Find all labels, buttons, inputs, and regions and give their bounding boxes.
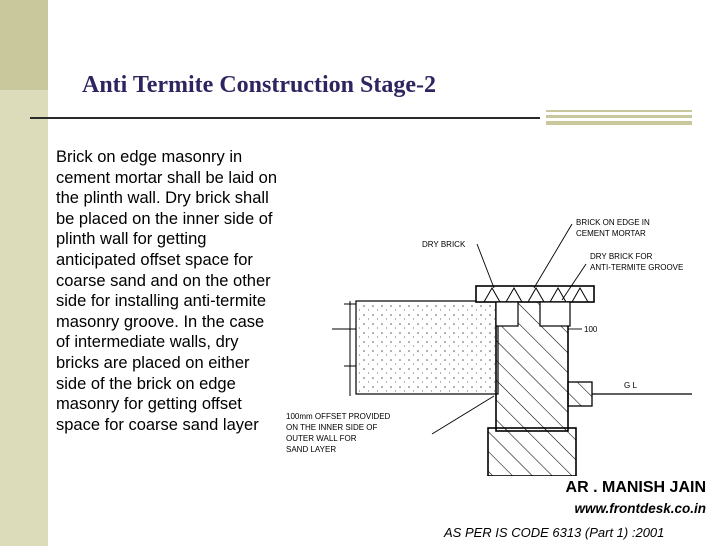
code-reference: AS PER IS CODE 6313 (Part 1) :2001 bbox=[444, 525, 665, 540]
slide-body-text: Brick on edge masonry in cement mortar shall be laid on the plinth wall. Dry brick shall be placed on the inner side of plinth wall for getting anticipated offset space for coarse sand and on the other side for installing anti-termite masonry groove. In the case of intermediate walls, dry bricks are placed on either side of the brick on edge masonry for getting offset space for coarse sand layer bbox=[56, 148, 278, 434]
anti-termite-section-diagram bbox=[272, 196, 712, 476]
website-link[interactable]: www.frontdesk.co.in bbox=[574, 501, 706, 516]
label-ground-level: G L bbox=[624, 381, 637, 390]
dry-brick-groove bbox=[540, 302, 570, 326]
label-offset-1: 100mm OFFSET PROVIDED bbox=[286, 412, 391, 421]
sand-fill bbox=[356, 301, 498, 394]
wall-footing bbox=[488, 428, 576, 476]
label-dry-brick-groove-2: ANTI-TERMITE GROOVE bbox=[590, 263, 684, 272]
decorative-stripes bbox=[546, 110, 692, 128]
label-dry-brick-groove-1: DRY BRICK FOR bbox=[590, 252, 653, 261]
label-offset-4: SAND LAYER bbox=[286, 445, 337, 454]
title-underline bbox=[30, 117, 540, 119]
label-brick-on-edge-2: CEMENT MORTAR bbox=[576, 229, 646, 238]
author-name: AR . MANISH JAIN bbox=[565, 479, 706, 496]
left-band-top-block bbox=[0, 0, 48, 90]
label-offset-3: OUTER WALL FOR bbox=[286, 434, 357, 443]
label-offset-2: ON THE INNER SIDE OF bbox=[286, 423, 378, 432]
slide-title: Anti Termite Construction Stage-2 bbox=[82, 72, 436, 98]
dry-brick-inner bbox=[496, 302, 518, 326]
label-brick-on-edge-1: BRICK ON EDGE IN bbox=[576, 218, 650, 227]
outer-ground-brick bbox=[568, 382, 592, 406]
label-dim-100: 100 bbox=[584, 325, 598, 334]
label-dry-brick: DRY BRICK bbox=[422, 240, 466, 249]
